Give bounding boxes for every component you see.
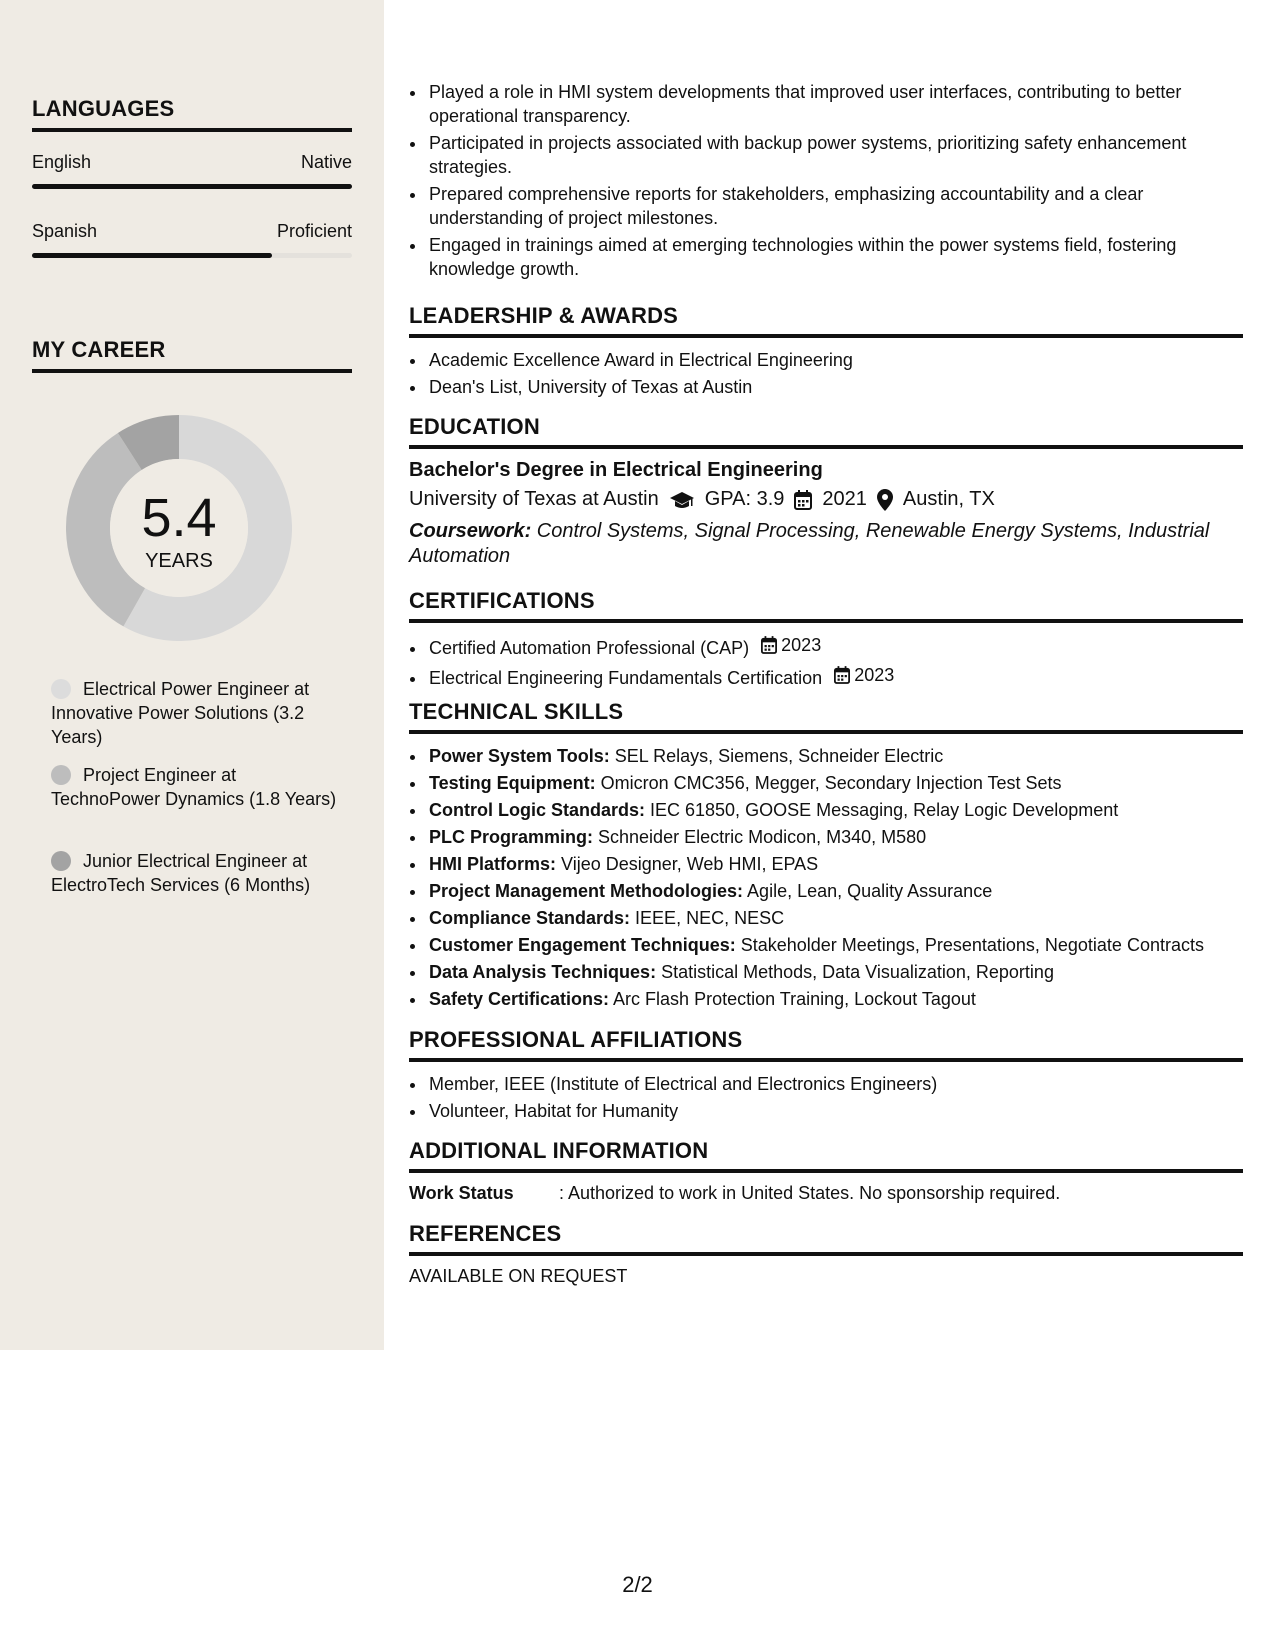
certification-date <box>834 663 894 687</box>
language-bar-fill <box>32 184 352 189</box>
skill-label: Project Management Methodologies: <box>429 881 744 901</box>
skill-label: Data Analysis Techniques: <box>429 962 657 982</box>
sidebar <box>0 0 384 1350</box>
career-legend-dot <box>51 765 71 785</box>
career-legend-dot <box>51 851 71 871</box>
graduation-year: 2021 <box>822 488 867 510</box>
language-name: English <box>32 152 92 172</box>
career-heading: MY CAREER <box>32 337 352 373</box>
certifications-section <box>409 588 1243 693</box>
list-item <box>427 633 1243 660</box>
list-item <box>427 906 1243 930</box>
coursework <box>409 519 1243 569</box>
skill-label: Control Logic Standards: <box>429 800 645 820</box>
language-row-english <box>32 152 352 173</box>
references-text: AVAILABLE ON REQUEST <box>409 1266 628 1286</box>
section-heading: TECHNICAL SKILLS <box>409 699 1243 734</box>
location-pin-icon <box>877 489 893 511</box>
career-item-text: Electrical Power Engineer at Innovative Power Solutions (3.2 Years) <box>51 679 310 747</box>
work-status-row <box>409 1183 1243 1204</box>
list-item: • Volunteer, Habitat for Humanity <box>427 1099 1243 1123</box>
career-donut-chart <box>66 415 292 641</box>
skill-label: Customer Engagement Techniques: <box>429 935 736 955</box>
language-bar-spanish <box>32 253 352 258</box>
certification-name: Certified Automation Professional (CAP) <box>429 638 750 658</box>
career-item <box>51 763 341 811</box>
skill-value: Stakeholder Meetings, Presentations, Negotiate Contracts <box>735 935 1204 955</box>
list-item: • Engaged in trainings aimed at emerging technologies within the power systems field, fostering knowledge growth. <box>427 233 1243 281</box>
skill-label: Testing Equipment: <box>429 773 596 793</box>
calendar-icon <box>761 636 777 654</box>
affiliations-section <box>409 1027 1243 1126</box>
list-item <box>427 960 1243 984</box>
section-heading: ADDITIONAL INFORMATION <box>409 1138 1243 1173</box>
list-item <box>427 852 1243 876</box>
language-level: Proficient <box>276 221 352 241</box>
coursework-text: Control Systems, Signal Processing, Renewable Energy Systems, Industrial Automation <box>409 520 1210 567</box>
skill-value: IEEE, NEC, NESC <box>630 908 785 928</box>
career-item <box>51 849 341 897</box>
skill-value: Schneider Electric Modicon, M340, M580 <box>593 827 927 847</box>
work-status-label: Work Status <box>409 1183 514 1203</box>
calendar-icon <box>834 666 850 684</box>
skill-value: Vijeo Designer, Web HMI, EPAS <box>556 854 819 874</box>
career-item <box>51 677 341 749</box>
list-item: • Dean's List, University of Texas at Austin <box>427 375 1243 399</box>
list-item <box>427 744 1243 768</box>
career-donut-segment <box>130 437 179 451</box>
certification-date <box>761 633 821 657</box>
certification-year: 2023 <box>781 635 822 655</box>
school-name: University of Texas at Austin <box>409 488 659 510</box>
section-heading: LEADERSHIP & AWARDS <box>409 303 1243 338</box>
career-total-label: YEARS <box>145 550 213 572</box>
list-item <box>427 933 1243 957</box>
list-item <box>427 663 1243 690</box>
language-name: Spanish <box>32 221 98 241</box>
work-status-value: : Authorized to work in United States. No sponsorship required. <box>559 1183 1061 1203</box>
experience-continuation <box>409 80 1243 284</box>
list-item: • Prepared comprehensive reports for stakeholders, emphasizing accountability and a clear understanding of project milestones. <box>427 182 1243 230</box>
language-level: Native <box>300 152 352 172</box>
list-item <box>427 987 1243 1011</box>
list-item: • Academic Excellence Award in Electrical Engineering <box>427 348 1243 372</box>
graduation-cap-icon <box>669 490 695 510</box>
list-item: • Member, IEEE (Institute of Electrical and Electronics Engineers) <box>427 1072 1243 1096</box>
language-bar-fill <box>32 253 272 258</box>
list-item: • Played a role in HMI system developments that improved user interfaces, contributing to better operational transparency. <box>427 80 1243 128</box>
list-item <box>427 825 1243 849</box>
career-total-years: 5.4 <box>141 488 217 548</box>
section-heading: REFERENCES <box>409 1221 1243 1256</box>
section-heading: PROFESSIONAL AFFILIATIONS <box>409 1027 1243 1062</box>
certification-name: Electrical Engineering Fundamentals Certification <box>429 668 823 688</box>
skill-label: Safety Certifications: <box>429 989 610 1009</box>
technical-skills-section <box>409 699 1243 1014</box>
skill-value: Omicron CMC356, Megger, Secondary Injection Test Sets <box>595 773 1062 793</box>
skill-value: Arc Flash Protection Training, Lockout Tagout <box>609 989 976 1009</box>
skill-label: HMI Platforms: <box>429 854 557 874</box>
calendar-icon <box>794 490 812 510</box>
list-item <box>427 798 1243 822</box>
skill-value: Statistical Methods, Data Visualization, Reporting <box>656 962 1054 982</box>
affiliations-list <box>409 1072 1243 1123</box>
list-item <box>427 879 1243 903</box>
gpa: GPA: 3.9 <box>704 488 785 510</box>
additional-info-section <box>409 1138 1243 1204</box>
education-meta <box>409 488 1243 511</box>
certifications-list <box>409 633 1243 690</box>
school-location: Austin, TX <box>902 488 995 510</box>
career-item-text: Junior Electrical Engineer at ElectroTech Services (6 Months) <box>51 851 311 895</box>
career-legend-dot <box>51 679 71 699</box>
list-item: • Participated in projects associated with backup power systems, prioritizing safety enhancement strategies. <box>427 131 1243 179</box>
references-section <box>409 1221 1243 1287</box>
skill-label: PLC Programming: <box>429 827 594 847</box>
education-section <box>409 414 1243 569</box>
skill-label: Compliance Standards: <box>429 908 631 928</box>
skills-list <box>409 744 1243 1011</box>
career-item-text: Project Engineer at TechnoPower Dynamics (1.8 Years) <box>51 765 337 809</box>
skill-value: Agile, Lean, Quality Assurance <box>743 881 993 901</box>
section-heading: EDUCATION <box>409 414 1243 449</box>
skill-value: IEC 61850, GOOSE Messaging, Relay Logic Development <box>645 800 1119 820</box>
languages-heading: LANGUAGES <box>32 96 352 132</box>
certification-year: 2023 <box>854 665 895 685</box>
language-bar-english <box>32 184 352 189</box>
coursework-label: Coursework: <box>409 520 532 542</box>
section-heading: CERTIFICATIONS <box>409 588 1243 623</box>
degree-title: Bachelor's Degree in Electrical Engineering <box>409 459 823 481</box>
skill-label: Power System Tools: <box>429 746 610 766</box>
experience-bullets <box>409 80 1243 281</box>
skill-value: SEL Relays, Siemens, Schneider Electric <box>609 746 944 766</box>
leadership-list <box>409 348 1243 399</box>
leadership-section <box>409 303 1243 402</box>
page-number: 2/2 <box>622 1572 653 1597</box>
list-item <box>427 771 1243 795</box>
language-row-spanish <box>32 221 352 242</box>
